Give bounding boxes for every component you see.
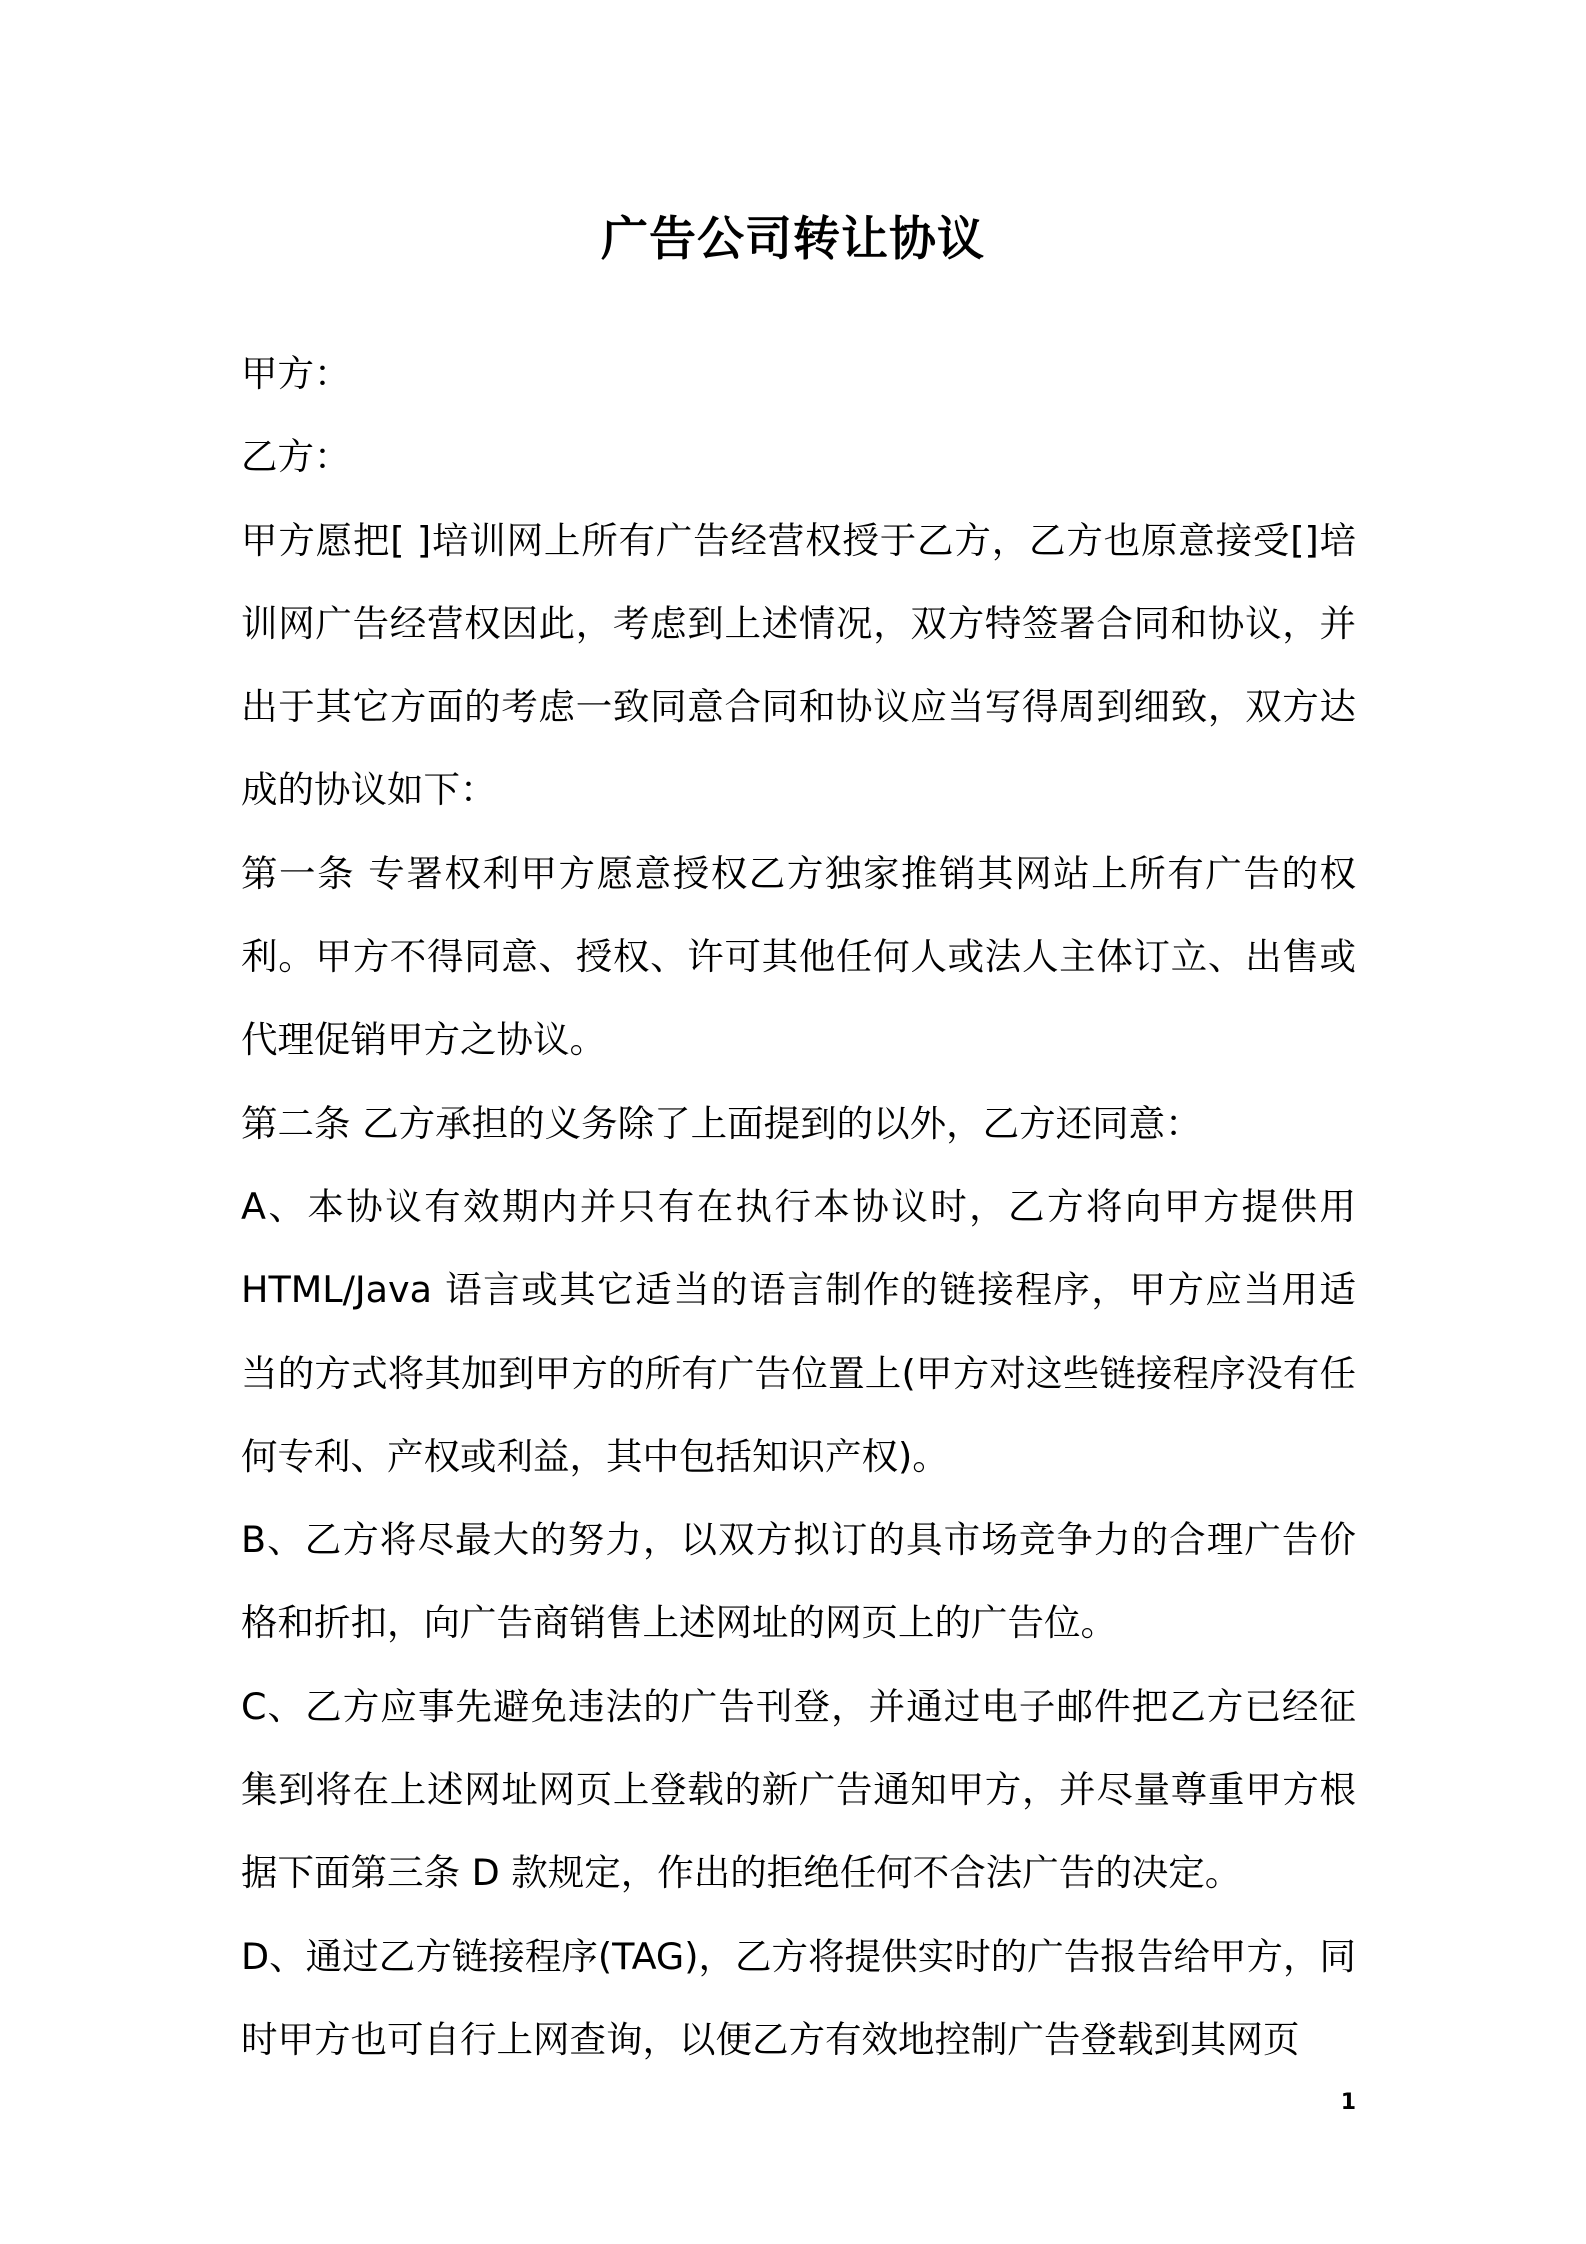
clause-d-paragraph: D、通过乙方链接程序(TAG)，乙方将提供实时的广告报告给甲方，同时甲方也可自行上网查询，以便乙方有效地控制广告登载到其网页 — [241, 1934, 1356, 2061]
party-a-line: 甲方： — [241, 352, 351, 395]
clause-b-paragraph: B、乙方将尽最大的努力，以双方拟订的具市场竞争力的合理广告价格和折扣，向广告商销售上述网址的网页上的广告位。 — [241, 1518, 1356, 1645]
page-number: 1 — [1340, 2090, 1356, 2115]
party-b-line: 乙方： — [241, 435, 351, 479]
clause-a-paragraph: A、本协议有效期内并只有在执行本协议时，乙方将向甲方提供用HTML/Java 语言或其它适当的语言制作的链接程序，甲方应当用适当的方式将其加到甲方的所有广告位置上(甲方对这些链接程序没有任何专利、产权或利益，其中包括知识产权)。 — [241, 1184, 1356, 1478]
article-2-paragraph: 第二条 乙方承担的义务除了上面提到的以外，乙方还同意： — [241, 1101, 1202, 1145]
article-1-paragraph: 第一条 专署权利甲方愿意授权乙方独家推销其网站上所有广告的权利。甲方不得同意、授权、许可其他任何人或法人主体订立、出售或代理促销甲方之协议。 — [241, 851, 1356, 1062]
preamble-paragraph: 甲方愿把[ ]培训网上所有广告经营权授于乙方，乙方也原意接受[]培训网广告经营权因此，考虑到上述情况，双方特签署合同和协议，并出于其它方面的考虑一致同意合同和协议应当写得周到细致，双方达成的协议如下： — [241, 518, 1356, 812]
document-body — [241, 332, 1356, 2081]
clause-c-paragraph: C、乙方应事先避免违法的广告刊登，并通过电子邮件把乙方已经征集到将在上述网址网页上登载的新广告通知甲方，并尽量尊重甲方根据下面第三条 D 款规定，作出的拒绝任何不合法广告的决定。 — [241, 1684, 1356, 1895]
document-title: 广告公司转让协议 — [601, 212, 985, 267]
